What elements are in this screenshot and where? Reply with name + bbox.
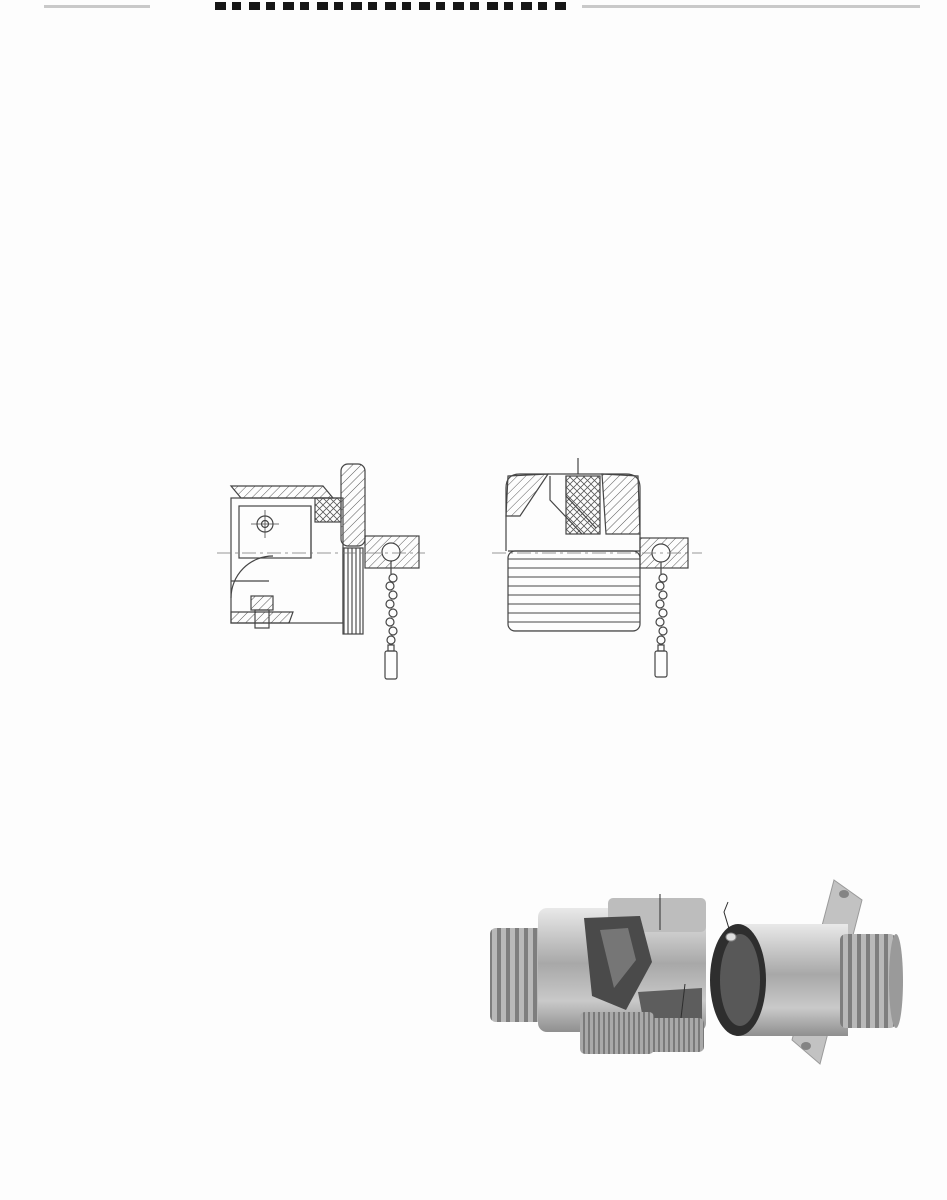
header-rule-right xyxy=(582,5,920,8)
dust-cap-drawing-right xyxy=(486,456,731,703)
receptacle xyxy=(710,880,903,1064)
page-header-cropped xyxy=(0,0,947,13)
plug-cutaway xyxy=(490,898,706,1054)
cropped-title-glyphs xyxy=(215,0,567,10)
dust-cap-drawing-left xyxy=(183,456,468,703)
connector-photo xyxy=(488,872,908,1074)
connector-photo-image xyxy=(488,872,908,1074)
header-rule-left xyxy=(44,5,150,8)
leader-clamp-pins xyxy=(724,902,730,932)
